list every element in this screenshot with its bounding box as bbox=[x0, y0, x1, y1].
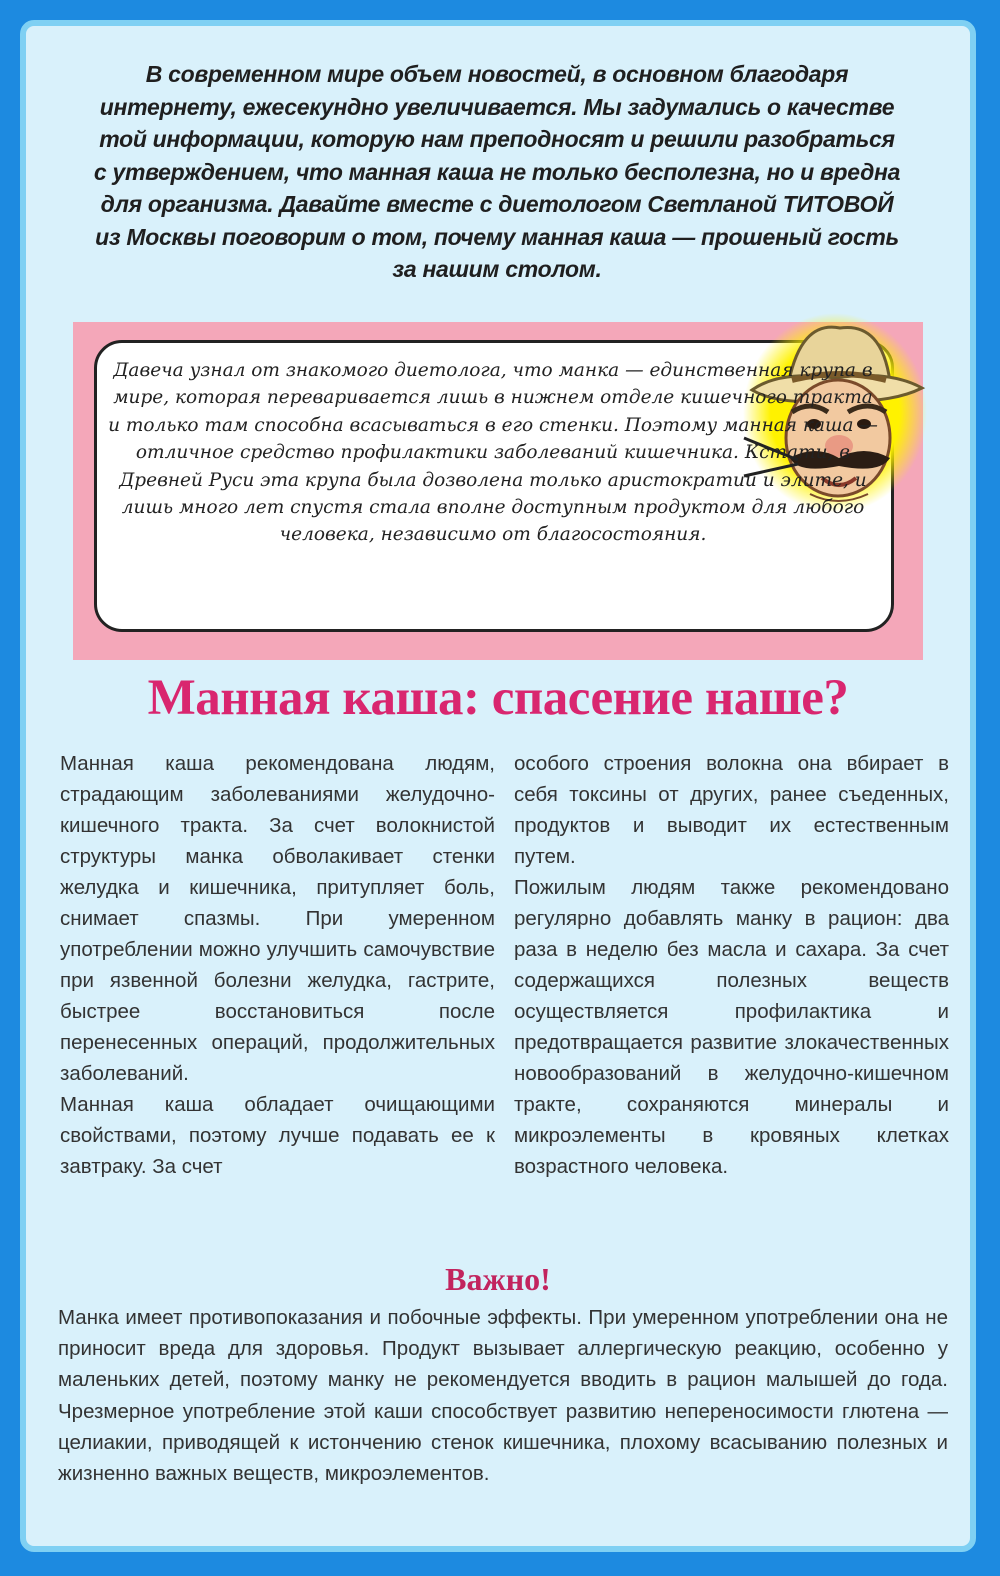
important-paragraph: Манка имеет противопоказания и побочные эффекты. При умеренном употреблении она не приносит вреда для здоровья. Продукт вызывает аллергическую реакцию, особенно у маленьких детей, поэтому манку не рекомендуется вводить в рацион малышей до года. Чрезмерное употребление этой каши способствует развитию непереносимости глютена — целиакии, приводящей к истончению стенок кишечника, плохому всасыванию полезных и жизненно важных веществ, микроэлементов. bbox=[58, 1306, 948, 1486]
body-paragraph: Пожилым людям также рекомендовано регулярно добавлять манку в рацион: два раза в неделю без масла и сахара. За счет содержащихся полезных веществ осуществляется профилактика и предотвращается развитие злокачественных новообразований в желудочно-кишечном тракте, сохраняются минералы и микроэлементы в кровяных клетках возрастного человека. bbox=[514, 876, 949, 1178]
body-paragraph: особого строения волокна она вбирает в себя токсины от других, ранее съеденных, продуктов и выводит их естественным путем. bbox=[514, 752, 949, 868]
headline: Манная каша: спасение наше? bbox=[147, 670, 849, 726]
quote-text: Давеча узнал от знакомого диетолога, что манка — единственная крупа в мире, которая переваривается лишь в нижнем отделе кишечного тракта и только там способна всасываться в его стенки. Поэтому манная каша — отличное средство профилактики заболеваний кишечника. Кстати, в Древней Руси эта крупа была дозволена только аристократии и элите, и лишь много лет спустя стала вполне доступным продуктом для любого человека, независимо от благосостояния. bbox=[108, 360, 878, 546]
important-heading: Важно! bbox=[445, 1261, 551, 1297]
body-column-right bbox=[514, 748, 949, 1182]
body-paragraph: Манная каша обладает очищающими свойствами, поэтому лучше подавать ее к завтраку. За счет bbox=[60, 1093, 495, 1178]
intro-paragraph: В современном мире объем новостей, в основном благодаря интернету, ежесекундно увеличивается. Мы задумались о качестве той информации, которую нам преподносят и решили разобраться с утверждением, что манная каша не только бесполезна, но и вредна для организма. Давайте вместе с диетологом Светланой ТИТОВОЙ из Москвы поговорим о том, почему манная каша — прошеный гость за нашим столом. bbox=[93, 61, 901, 282]
body-column-left bbox=[60, 748, 495, 1182]
body-paragraph: Манная каша рекомендована людям, страдающим заболеваниями желудочно-кишечного тракта. За счет волокнистой структуры манка обволакивает стенки желудка и кишечника, притупляет боль, снимает спазмы. При умеренном употреблении можно улучшить самочувствие при язвенной болезни желудка, гастрите, быстрее восстановиться после перенесенных операций, продолжительных заболеваний. bbox=[60, 752, 495, 1085]
